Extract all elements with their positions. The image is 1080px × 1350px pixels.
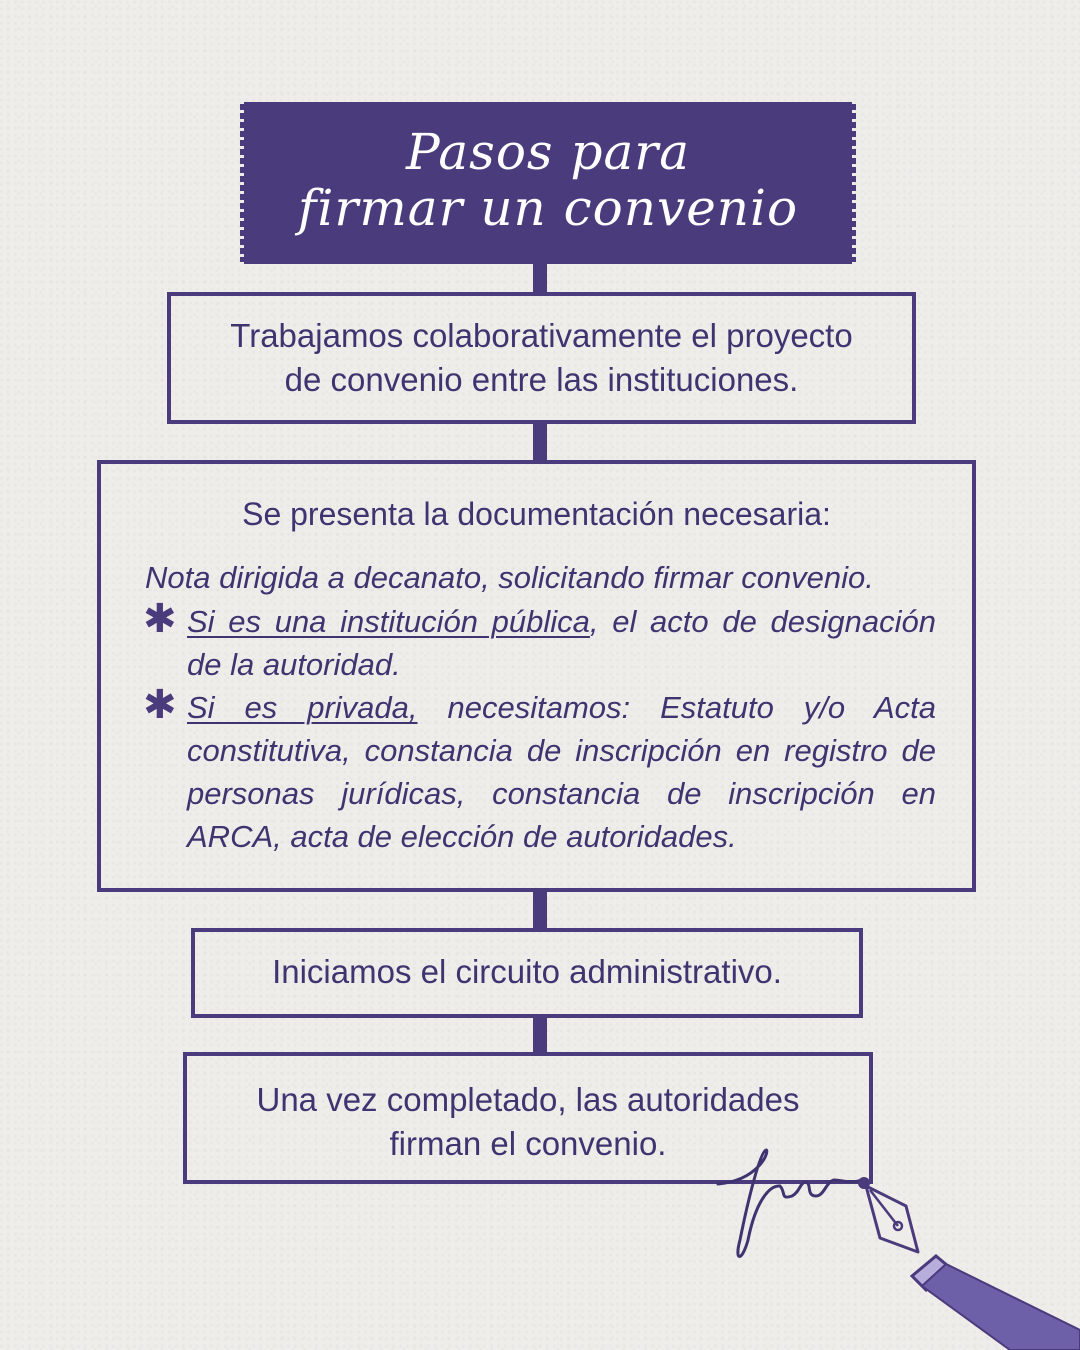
- asterisk-bullet-icon: ✱: [143, 682, 177, 728]
- connector-step2-step3: [533, 888, 547, 932]
- bullet-2-underlined: Si es privada,: [187, 690, 418, 725]
- title-line-2: firmar un convenio: [297, 179, 799, 237]
- connector-title-step1: [533, 258, 547, 296]
- title-line-1: Pasos para: [405, 123, 691, 181]
- step-4-line-2: firman el convenio.: [389, 1125, 667, 1162]
- step-2-note: Nota dirigida a decanato, solicitando firmar convenio.: [145, 560, 874, 595]
- step-4-line-1: Una vez completado, las autoridades: [256, 1081, 800, 1118]
- step-4-box: [183, 1052, 873, 1184]
- step-1-line-2: de convenio entre las instituciones.: [284, 361, 799, 398]
- step-1-line-1: Trabajamos colaborativamente el proyecto: [230, 317, 853, 354]
- step-2-bullet-2: [143, 682, 936, 858]
- connector-step3-step4: [533, 1014, 547, 1056]
- step-3-text: Iniciamos el circuito administrativo.: [272, 953, 782, 990]
- bullet-2-rest: necesitamos: Estatuto y/o Acta constitutiva, constancia de inscripción en registro de personas jurídicas, constancia de inscripción en ARCA, acta de elección de autoridades.: [187, 690, 936, 854]
- asterisk-bullet-icon: ✱: [143, 596, 177, 642]
- step-2-box: [97, 460, 976, 892]
- connector-step1-step2: [533, 420, 547, 464]
- step-2-heading: Se presenta la documentación necesaria:: [242, 496, 831, 532]
- bullet-1-underlined: Si es una institución pública: [187, 604, 590, 639]
- bullet-1-rest: , el acto de designación de la autoridad.: [187, 604, 936, 682]
- step-1-box: [167, 292, 916, 424]
- step-2-bullet-1: [143, 596, 936, 686]
- step-3-box: [191, 928, 863, 1018]
- title-banner: [246, 104, 850, 262]
